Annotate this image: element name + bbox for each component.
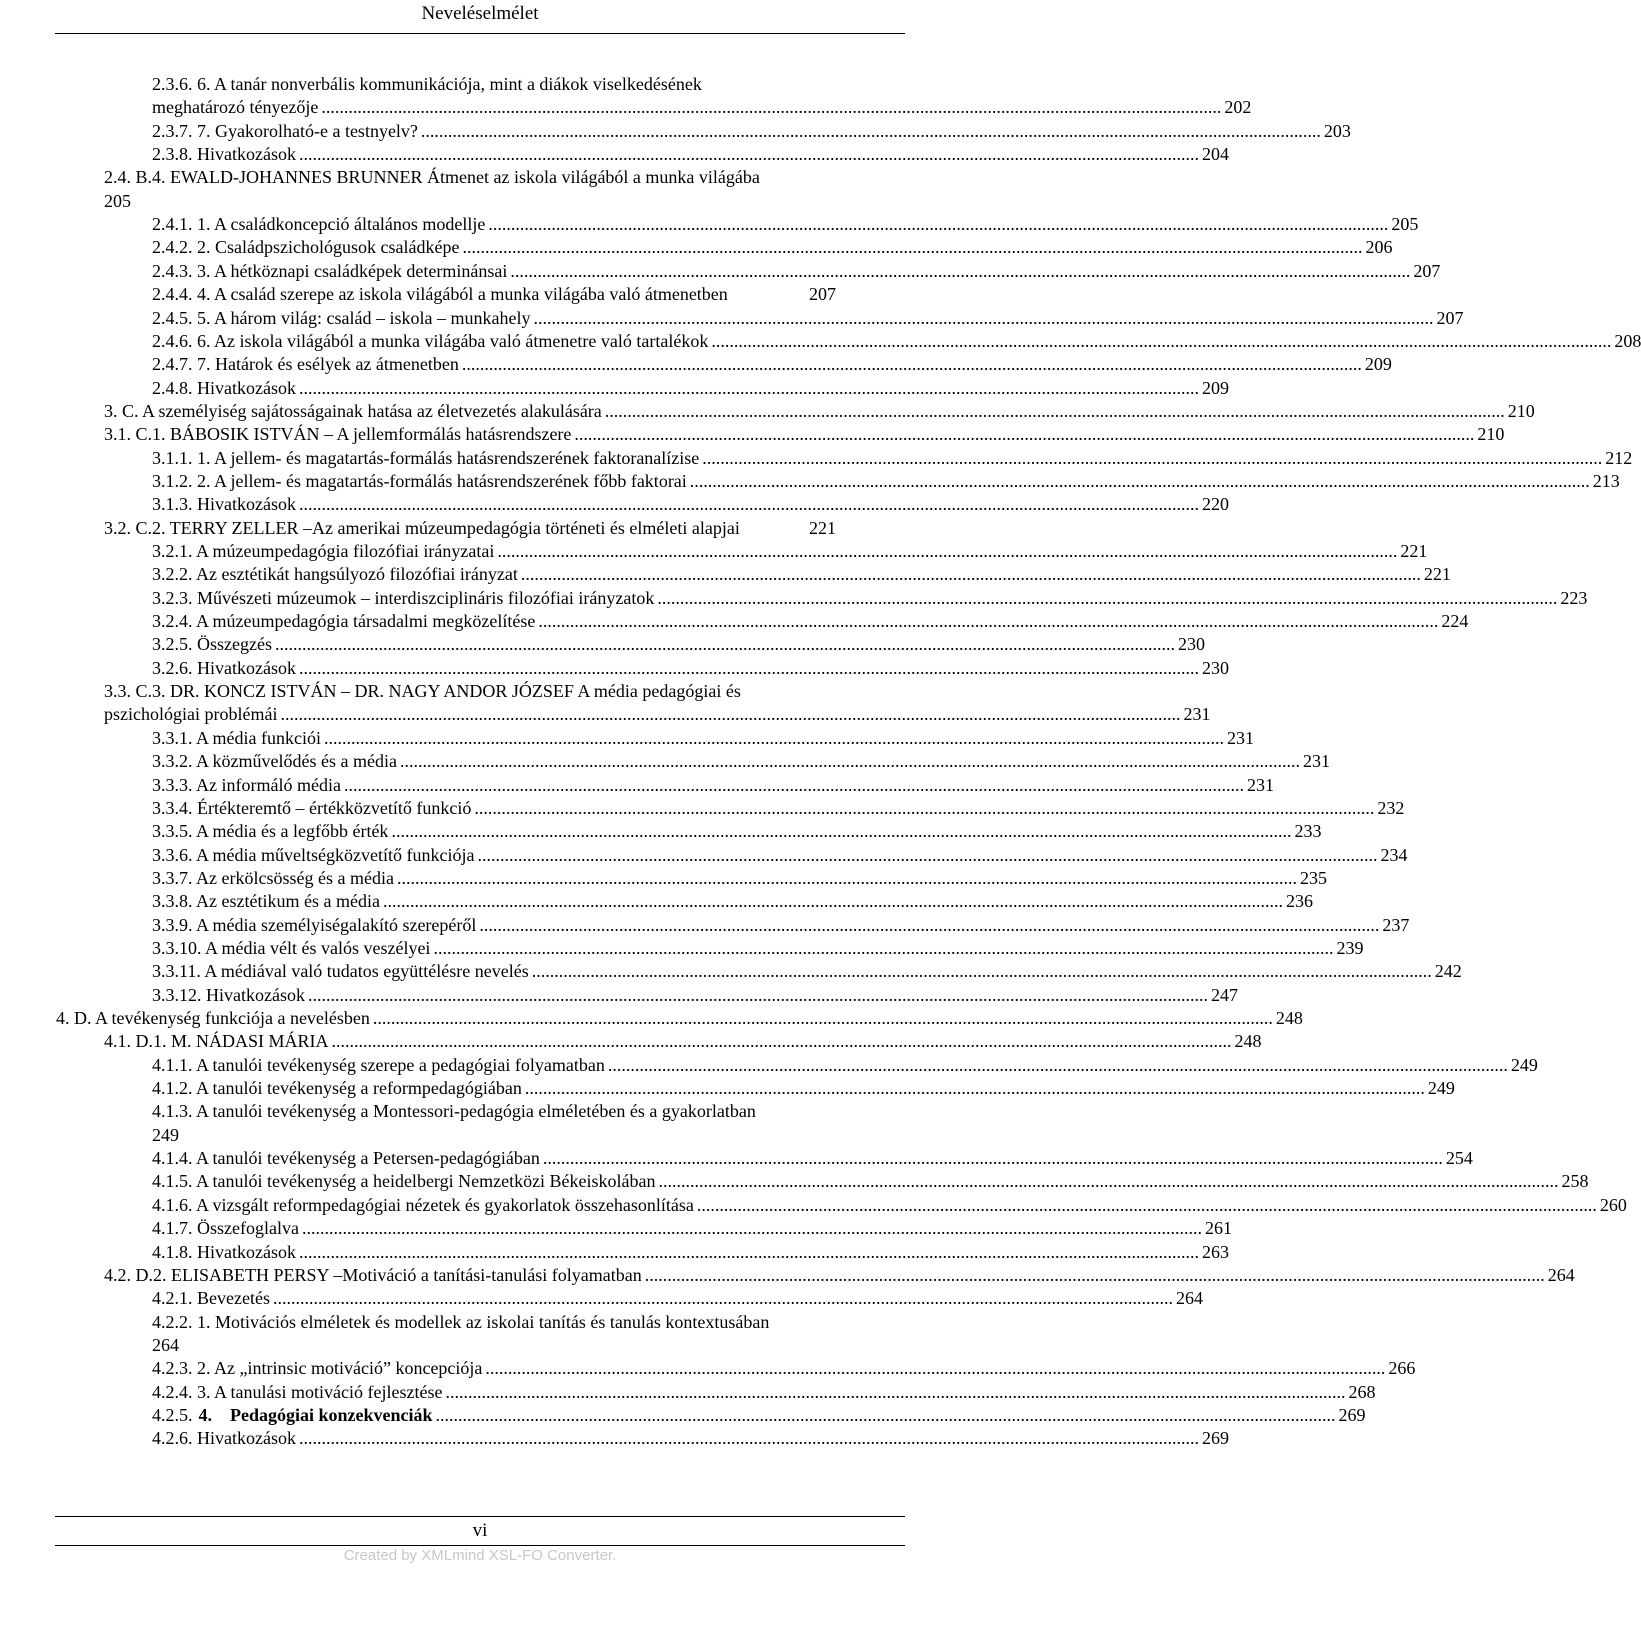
toc-entry-title: 3.3.2. A közművelődés és a média [152, 751, 397, 772]
toc-entry-title: 3.1.1. 1. A jellem- és magatartás-formálás hatásrendszerének faktoranalízise [152, 447, 700, 468]
toc-entry-title: 3.3. C.3. DR. KONCZ ISTVÁN – DR. NAGY ANDOR JÓZSEF A média pedagógiai és [104, 681, 741, 702]
toc-entry[interactable] [152, 1310, 769, 1335]
toc-entry[interactable] [152, 446, 1633, 471]
toc-entry-title: 4.1.3. A tanulói tevékenység a Montessori-pedagógia elméletében és a gyakorlatban [152, 1101, 756, 1122]
toc-entry-title: 4. D. A tevékenység funkciója a nevelésben [56, 1008, 370, 1028]
toc-entry[interactable] [104, 399, 1535, 424]
toc-page-number: 263 [1201, 1241, 1229, 1262]
toc-page-number: 207 [1413, 260, 1441, 281]
toc-entry[interactable] [152, 889, 1313, 914]
toc-entry[interactable] [152, 866, 1327, 891]
toc-entry-title: 2.4.3. 3. A hétköznapi családképek determinánsai [152, 260, 508, 281]
toc-page-number: 224 [1441, 611, 1469, 632]
toc-entry[interactable] [152, 632, 1205, 657]
toc-entry[interactable] [152, 1169, 1589, 1194]
toc-entry-title: 3.3.10. A média vélt és valós veszélyei [152, 937, 431, 958]
toc-page-number: 231 [1226, 727, 1254, 748]
toc-page-number: 208 [1614, 330, 1641, 351]
toc-page-number: 232 [1377, 797, 1405, 818]
toc-entry[interactable] [104, 165, 760, 190]
toc-entry[interactable] [152, 352, 1392, 377]
toc-page-number: 254 [1445, 1148, 1473, 1169]
toc-leader-dots: ........................................................................................................................................................................................................ [462, 237, 1363, 258]
toc-page-number: 247 [1210, 984, 1238, 1005]
toc-entry-title: 4.2.4. 3. A tanulási motiváció fejlesztése [152, 1381, 443, 1402]
toc-page-number: 258 [1561, 1171, 1589, 1192]
toc-page-number: 210 [1507, 400, 1535, 421]
toc-entry[interactable] [152, 609, 1469, 634]
toc-entry-title: 4.1. D.1. M. NÁDASI MÁRIA [104, 1031, 329, 1052]
toc-entry[interactable] [152, 819, 1322, 844]
toc-leader-dots: ........................................................................................................................................................................................................ [433, 937, 1334, 958]
toc-entry[interactable] [152, 959, 1462, 984]
toc-leader-dots: ........................................................................................................................................................................................................ [510, 260, 1411, 281]
toc-entry[interactable] [152, 1403, 1366, 1428]
toc-page-number: 248 [1275, 1008, 1303, 1028]
toc-page-number: 207 [1436, 307, 1464, 328]
toc-entry[interactable] [152, 936, 1364, 961]
toc-page-number: 249 [1510, 1054, 1538, 1075]
toc-page-number: 223 [1560, 587, 1588, 608]
toc-entry[interactable] [152, 1123, 179, 1148]
toc-entry[interactable] [152, 656, 1229, 681]
toc-entry-title: 4.2. D.2. ELISABETH PERSY –Motiváció a tanítási-tanulási folyamatban [104, 1264, 642, 1285]
toc-entry[interactable] [152, 1146, 1473, 1171]
toc-leader-dots: ........................................................................................................................................................................................................ [533, 307, 1434, 328]
toc-leader-dots: ........................................................................................................................................................................................................ [396, 867, 1297, 888]
toc-page-number: 260 [1599, 1194, 1627, 1215]
toc-entry-title: 3.3.8. Az esztétikum és a média [152, 891, 380, 912]
toc-leader-dots: ........................................................................................................................................................................................................ [658, 1171, 1559, 1192]
toc-entry[interactable] [152, 983, 1238, 1008]
toc-leader-dots: ........................................................................................................................................................................................................ [298, 377, 1199, 398]
toc-page-number: 213 [1592, 470, 1620, 491]
toc-entry-title: 2.3.6. 6. A tanár nonverbális kommunikációja, mint a diákok viselkedésének [152, 74, 702, 94]
toc-entry-title: 4.1.1. A tanulói tevékenység szerepe a pedagógiai folyamatban [152, 1054, 605, 1075]
toc-leader-dots: ........................................................................................................................................................................................................ [644, 1264, 1545, 1285]
toc-leader-dots: ........................................................................................................................................................................................................ [435, 1404, 1336, 1425]
toc-leader-dots: ........................................................................................................................................................................................................ [520, 564, 1421, 585]
toc-entry[interactable] [152, 539, 1428, 564]
toc-leader-dots: ........................................................................................................................................................................................................ [382, 891, 1283, 912]
toc-entry[interactable] [152, 726, 1254, 751]
toc-page-number: 249 [1427, 1078, 1455, 1099]
toc-page-number: 207 [809, 284, 836, 305]
toc-leader-dots: ........................................................................................................................................................................................................ [488, 214, 1389, 235]
toc-leader-dots: ........................................................................................................................................................................................................ [474, 797, 1375, 818]
toc-page-number: 266 [1388, 1358, 1416, 1379]
footer-divider [55, 1516, 905, 1517]
toc-entry[interactable] [152, 773, 1274, 798]
toc-page-number: 264 [1547, 1264, 1575, 1285]
toc-entry-title: 3.3.9. A média személyiségalakító szerepéről [152, 914, 477, 935]
toc-entry[interactable] [152, 329, 1641, 354]
toc-page-number: 236 [1285, 891, 1313, 912]
toc-entry-title: 3.3.1. A média funkciói [152, 727, 321, 748]
toc-entry-title: 4.1.2. A tanulói tevékenység a reformpedagógiában [152, 1078, 522, 1099]
toc-leader-dots: ........................................................................................................................................................................................................ [574, 424, 1475, 445]
toc-entry-title: 2.4.2. 2. Családpszichológusok családképe [152, 237, 460, 258]
toc-entry[interactable] [152, 796, 1405, 821]
toc-leader-dots: ........................................................................................................................................................................................................ [607, 1054, 1508, 1075]
toc-page-number: 210 [1477, 424, 1505, 445]
toc-page-number: 268 [1348, 1381, 1376, 1402]
toc-leader-dots: ........................................................................................................................................................................................................ [343, 774, 1244, 795]
toc-leader-dots: ........................................................................................................................................................................................................ [298, 144, 1199, 165]
toc-leader-dots: ........................................................................................................................................................................................................ [497, 541, 1398, 561]
toc-entry[interactable] [152, 212, 1419, 237]
toc-entry[interactable] [104, 702, 1211, 727]
toc-page-number: 206 [1365, 237, 1393, 258]
toc-entry[interactable] [152, 119, 1351, 144]
toc-entry-title: 4.2.6. Hivatkozások [152, 1428, 296, 1449]
toc-entry-title: 249 [152, 1124, 179, 1145]
toc-leader-dots: ........................................................................................................................................................................................................ [274, 634, 1175, 655]
toc-entry[interactable] [152, 1286, 1203, 1311]
page-number: vi [472, 1520, 488, 1541]
toc-entry[interactable] [104, 422, 1505, 447]
toc-entry[interactable] [152, 1216, 1232, 1241]
toc-entry[interactable] [152, 282, 836, 307]
toc-entry-title: 3.1.2. 2. A jellem- és magatartás-formálás hatásrendszerének főbb faktorai [152, 470, 687, 491]
toc-entry[interactable] [152, 492, 1229, 517]
toc-entry-title: 3.3.4. Értékteremtő – értékközvetítő funkció [152, 797, 472, 818]
toc-leader-dots: ........................................................................................................................................................................................................ [298, 1241, 1199, 1262]
toc-entry-title: 3.2.4. A múzeumpedagógia társadalmi megközelítése [152, 611, 536, 632]
toc-leader-dots: ........................................................................................................................................................................................................ [531, 961, 1432, 982]
toc-entry[interactable] [104, 189, 131, 214]
toc-leader-dots: ........................................................................................................................................................................................................ [272, 1288, 1173, 1309]
toc-entry-title: 4.2.1. Bevezetés [152, 1288, 270, 1309]
toc-leader-dots: ........................................................................................................................................................................................................ [391, 821, 1292, 842]
toc-entry-title: 4.2.3. 2. Az „intrinsic motiváció” koncepciója [152, 1358, 483, 1379]
toc-entry[interactable] [104, 679, 741, 704]
toc-entry-title: 4.1.8. Hivatkozások [152, 1241, 296, 1262]
toc-page-number: 248 [1234, 1031, 1262, 1052]
toc-leader-dots: ........................................................................................................................................................................................................ [420, 120, 1321, 141]
toc-entry[interactable] [152, 562, 1451, 587]
toc-leader-dots: ........................................................................................................................................................................................................ [280, 704, 1181, 725]
converter-credit: Created by XMLmind XSL-FO Converter. [343, 1547, 617, 1564]
toc-entry-title: 2.4.6. 6. Az iskola világából a munka világába való átmenetre való tartalékok [152, 330, 709, 351]
toc-leader-dots: ........................................................................................................................................................................................................ [461, 354, 1362, 375]
toc-page-number: 269 [1338, 1404, 1366, 1425]
toc-leader-dots: ........................................................................................................................................................................................................ [604, 400, 1505, 421]
toc-entry[interactable] [104, 1263, 1575, 1288]
toc-page-number: 231 [1302, 751, 1330, 772]
toc-page-number: 204 [1201, 144, 1229, 165]
toc-leader-dots: ........................................................................................................................................................................................................ [696, 1194, 1597, 1215]
footer-divider-bottom [55, 1545, 905, 1546]
toc-page-number: 231 [1246, 774, 1274, 795]
toc-page-number: 230 [1177, 634, 1205, 655]
toc-entry-title: 3.3.7. Az erkölcsösség és a média [152, 867, 394, 888]
toc-entry-title: 4.1.6. A vizsgált reformpedagógiai nézetek és gyakorlatok összehasonlítása [152, 1194, 694, 1215]
running-header: Neveléselmélet [421, 3, 539, 24]
toc-entry-title: 3.2.6. Hivatkozások [152, 657, 296, 678]
header-divider [55, 33, 905, 34]
toc-entry-title: 3.3.5. A média és a legfőbb érték [152, 821, 389, 842]
toc-leader-dots: ........................................................................................................................................................................................................ [485, 1358, 1386, 1379]
toc-page-number: 202 [1224, 97, 1252, 118]
toc-entry-title: 3.1. C.1. BÁBOSIK ISTVÁN – A jellemformálás hatásrendszere [104, 424, 572, 445]
toc-entry[interactable] [152, 1053, 1538, 1078]
toc-entry-title: 2.4.5. 5. A három világ: család – iskola – munkahely [152, 307, 531, 328]
toc-entry[interactable] [152, 376, 1229, 401]
toc-entry-bold-title: 4. Pedagógiai konzekvenciák [198, 1404, 433, 1425]
toc-entry-title: 3.2.1. A múzeumpedagógia filozófiai irányzatai [152, 541, 495, 561]
toc-page-number: 239 [1336, 937, 1364, 958]
toc-entry-title: 4.2.5. [152, 1404, 193, 1425]
toc-leader-dots: ........................................................................................................................................................................................................ [711, 330, 1612, 351]
toc-entry[interactable] [152, 142, 1229, 167]
toc-entry-title: 4.1.4. A tanulói tevékenység a Petersen-pedagógiában [152, 1148, 540, 1169]
toc-entry[interactable] [152, 1356, 1416, 1381]
toc-entry-title: 2.3.7. 7. Gyakorolható-e a testnyelv? [152, 120, 418, 141]
toc-leader-dots: ........................................................................................................................................................................................................ [298, 657, 1199, 678]
toc-page-number: 221 [1400, 541, 1428, 561]
toc-entry[interactable] [152, 95, 1252, 120]
toc-entry[interactable] [152, 1426, 1229, 1451]
toc-entry[interactable] [152, 843, 1408, 868]
toc-entry[interactable] [152, 1333, 179, 1358]
toc-entry-title: 3.3.11. A médiával való tudatos együttélésre nevelés [152, 961, 529, 982]
toc-page-number: 205 [1391, 214, 1419, 235]
toc-entry[interactable] [56, 1006, 1303, 1031]
toc-page-number: 221 [809, 517, 836, 538]
toc-entry-title: 3.3.12. Hivatkozások [152, 984, 305, 1005]
toc-entry-title: 2.4.8. Hivatkozások [152, 377, 296, 398]
toc-entry-title: 2.4.4. 4. A család szerepe az iskola világából a munka világába való átmenetben [152, 284, 728, 305]
toc-page-number: 264 [1175, 1288, 1203, 1309]
toc-entry-title: meghatározó tényezője [152, 97, 319, 118]
toc-leader-dots: ........................................................................................................................................................................................................ [331, 1031, 1232, 1052]
toc-entry[interactable] [104, 516, 836, 541]
toc-page-number: 233 [1294, 821, 1322, 842]
toc-entry-title: 3.2.5. Összegzés [152, 634, 272, 655]
toc-entry-title: 2.4.7. 7. Határok és esélyek az átmenetben [152, 354, 459, 375]
toc-entry-title: 264 [152, 1334, 179, 1355]
toc-leader-dots: ........................................................................................................................................................................................................ [689, 470, 1590, 491]
toc-page-number: 209 [1201, 377, 1229, 398]
toc-page-number: 231 [1183, 704, 1211, 725]
toc-entry[interactable] [152, 1380, 1376, 1405]
toc-leader-dots: ........................................................................................................................................................................................................ [479, 914, 1380, 935]
toc-entry[interactable] [152, 1099, 756, 1124]
toc-entry-title: 2.3.8. Hivatkozások [152, 144, 296, 165]
toc-page-number: 212 [1605, 447, 1633, 468]
toc-entry[interactable] [152, 1193, 1627, 1218]
toc-page-number: 261 [1204, 1218, 1232, 1239]
toc-leader-dots: ........................................................................................................................................................................................................ [399, 751, 1300, 772]
toc-entry[interactable] [152, 1240, 1229, 1265]
toc-leader-dots: ........................................................................................................................................................................................................ [301, 1218, 1202, 1239]
toc-leader-dots: ........................................................................................................................................................................................................ [323, 727, 1224, 748]
toc-leader-dots: ........................................................................................................................................................................................................ [538, 611, 1439, 632]
toc-leader-dots: ........................................................................................................................................................................................................ [298, 1428, 1199, 1449]
toc-page-number: 220 [1201, 494, 1229, 515]
toc-entry[interactable] [152, 259, 1441, 284]
toc-entry-title: 4.1.5. A tanulói tevékenység a heidelbergi Nemzetközi Békeiskolában [152, 1171, 656, 1192]
toc-leader-dots: ........................................................................................................................................................................................................ [307, 984, 1208, 1005]
toc-leader-dots: ........................................................................................................................................................................................................ [702, 447, 1603, 468]
toc-entry[interactable] [152, 306, 1464, 331]
toc-entry[interactable] [152, 913, 1410, 938]
toc-page-number: 242 [1434, 961, 1462, 982]
toc-entry-title: 3.2.3. Művészeti múzeumok – interdiszciplináris filozófiai irányzatok [152, 587, 655, 608]
toc-entry[interactable] [152, 586, 1588, 611]
toc-entry-title: 3.2. C.2. TERRY ZELLER –Az amerikai múzeumpedagógia történeti és elméleti alapjai [104, 517, 740, 538]
toc-entry[interactable] [152, 72, 702, 97]
toc-entry-title: 2.4. B.4. EWALD-JOHANNES BRUNNER Átmenet az iskola világából a munka világába [104, 167, 760, 188]
toc-page-number: 237 [1382, 914, 1410, 935]
toc-entry-title: 205 [104, 190, 131, 211]
toc-leader-dots: ........................................................................................................................................................................................................ [445, 1381, 1346, 1402]
toc-page-number: 209 [1364, 354, 1392, 375]
toc-leader-dots: ........................................................................................................................................................................................................ [321, 97, 1222, 118]
toc-entry-title: 3.3.6. A média műveltségközvetítő funkciója [152, 844, 475, 865]
toc-leader-dots: ........................................................................................................................................................................................................ [298, 494, 1199, 515]
toc-entry-title: 3.2.2. Az esztétikát hangsúlyozó filozófiai irányzat [152, 564, 518, 585]
toc-leader-dots: ........................................................................................................................................................................................................ [477, 844, 1378, 865]
toc-entry[interactable] [152, 469, 1620, 494]
toc-leader-dots: ........................................................................................................................................................................................................ [542, 1148, 1443, 1169]
toc-leader-dots: ........................................................................................................................................................................................................ [372, 1008, 1273, 1028]
toc-entry-title: pszichológiai problémái [104, 704, 278, 725]
toc-page-number: 234 [1380, 844, 1408, 865]
toc-entry[interactable] [152, 235, 1393, 260]
toc-entry-title: 4.2.2. 1. Motivációs elméletek és modellek az iskolai tanítás és tanulás kontextusában [152, 1311, 770, 1332]
toc-page-number: 269 [1201, 1428, 1229, 1449]
toc-entry-title: 3. C. A személyiség sajátosságainak hatása az életvezetés alakulására [104, 400, 602, 421]
toc-page-number: 203 [1323, 120, 1351, 141]
toc-page-number: 230 [1201, 657, 1229, 678]
toc-entry-title: 4.1.7. Összefoglalva [152, 1218, 299, 1239]
toc-entry-title: 2.4.1. 1. A családkoncepció általános modellje [152, 214, 486, 235]
toc-entry-title: 3.1.3. Hivatkozások [152, 494, 296, 515]
toc-entry[interactable] [152, 749, 1330, 774]
toc-entry-title: 3.3.3. Az informáló média [152, 774, 341, 795]
toc-leader-dots: ........................................................................................................................................................................................................ [657, 587, 1558, 608]
toc-page-number: 221 [1423, 564, 1451, 585]
toc-leader-dots: ........................................................................................................................................................................................................ [524, 1078, 1425, 1099]
toc-page-number: 235 [1299, 867, 1327, 888]
toc-entry[interactable] [104, 1029, 1262, 1054]
toc-entry[interactable] [152, 1076, 1455, 1101]
